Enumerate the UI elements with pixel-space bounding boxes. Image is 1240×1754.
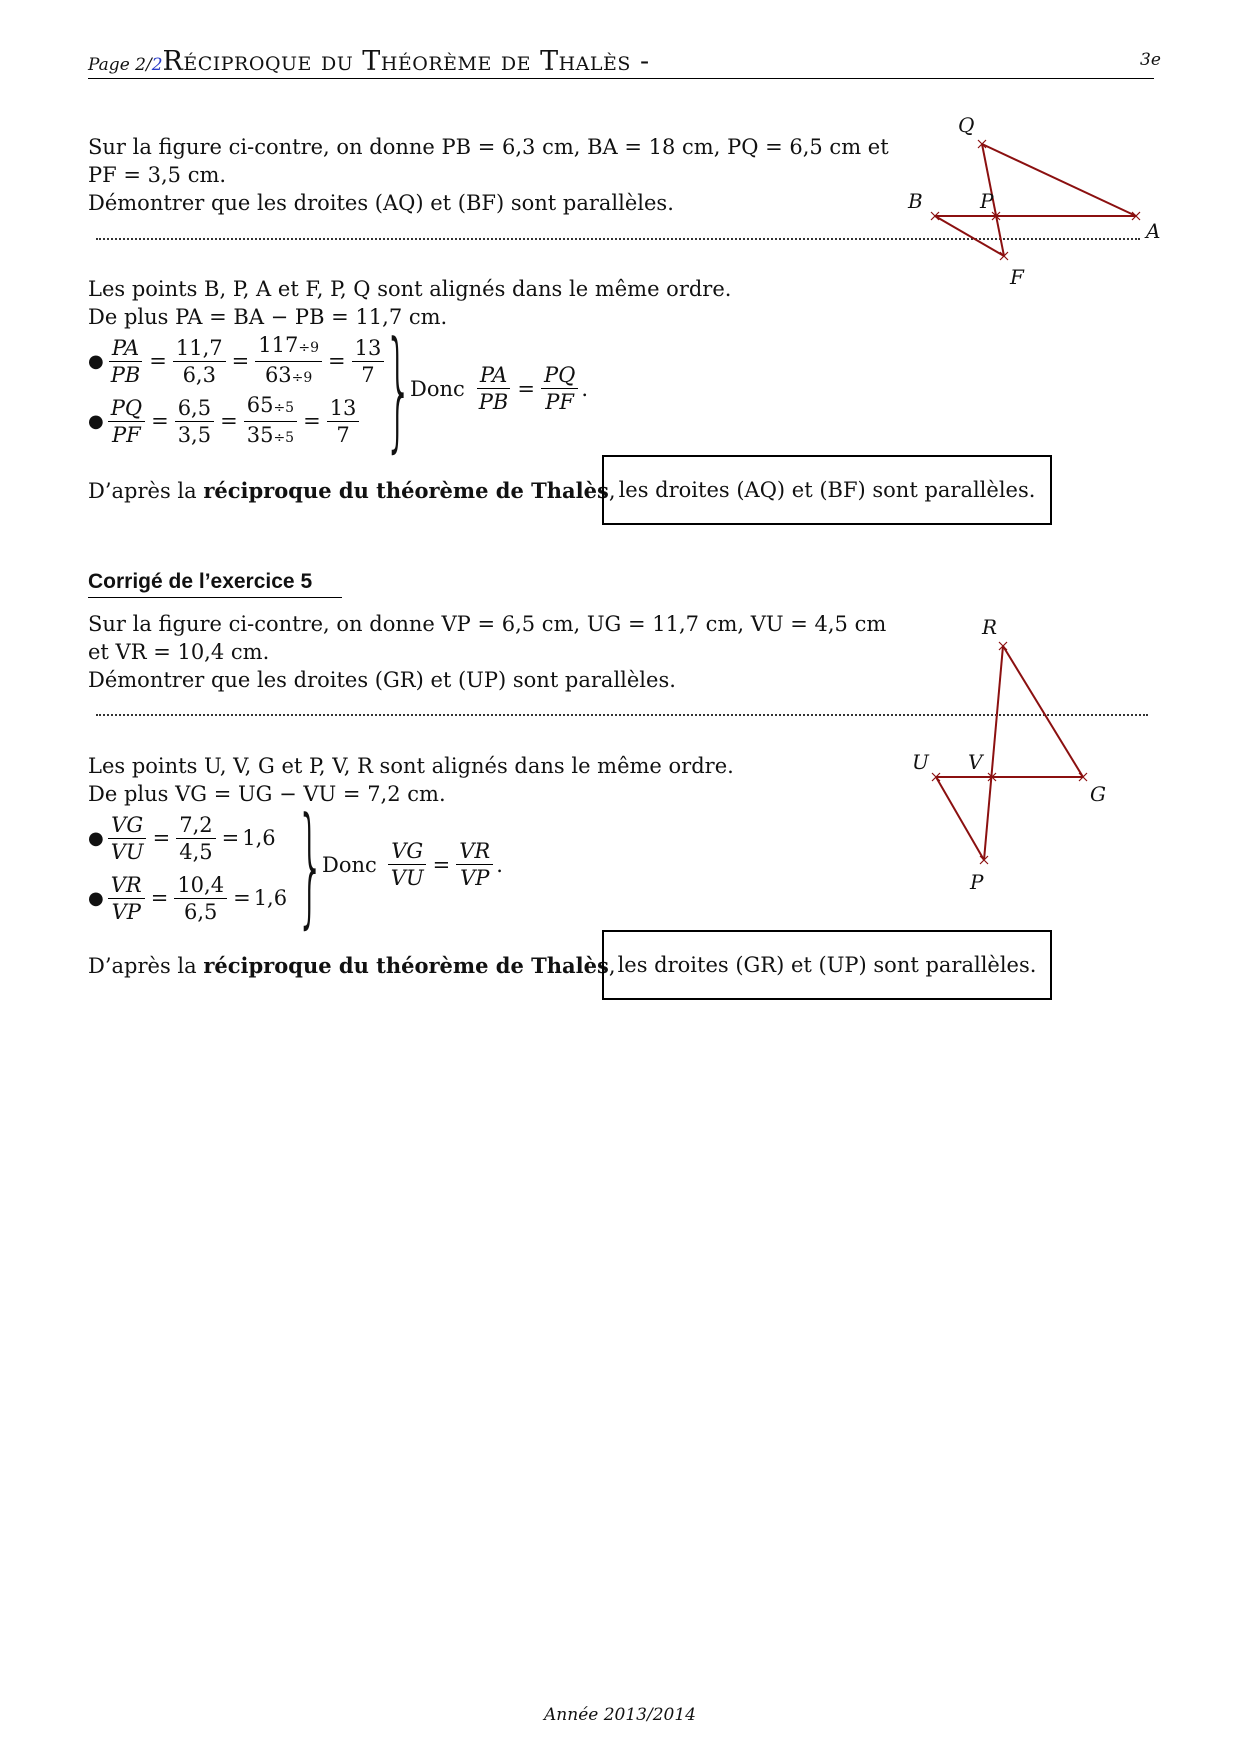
page-label: Page 2/ — [88, 55, 152, 75]
ex4-conclusion-box: les droites (AQ) et (BF) sont parallèles. — [602, 455, 1052, 525]
ex5-statement-1: Sur la figure ci-contre, on donne VP = 6,5 cm, UG = 11,7 cm, VU = 4,5 cm — [88, 612, 887, 636]
fraction: $\frac{65\div 5}{35\div 5}$ — [244, 392, 297, 451]
label-V: V — [968, 750, 983, 774]
label-R: R — [982, 615, 998, 639]
footer-year: Année 2013/2014 — [544, 1705, 696, 1725]
ex4-statement-3: Démontrer que les droites (AQ) et (BF) sont parallèles. — [88, 191, 674, 215]
ex5-aligned-text: Les points U, V, G et P, V, R sont alignés dans le même ordre. — [88, 754, 734, 778]
label-P: P — [970, 870, 984, 894]
label-Q: Q — [958, 113, 975, 137]
page-title: Réciproque du Théorème de Thalès - — [162, 46, 650, 77]
ex4-ratio-row-2: ● $\frac{PQ}{PF}$ = $\frac{6,5}{3,5}$ = $\frac{65\div 5}{35\div 5}$ = $\frac{13}{7}$ — [88, 391, 387, 451]
fraction: $\frac{11,7}{6,3}$ — [173, 335, 226, 388]
header-rule — [88, 78, 1154, 79]
grade-label: 3e — [1140, 50, 1161, 70]
label-B: B — [908, 189, 923, 213]
ex4-conclusion: D’après la réciproque du théorème de Thalès, — [88, 478, 616, 503]
fraction: $\frac{6,5}{3,5}$ — [175, 395, 214, 448]
ex5-conclusion-box: les droites (GR) et (UP) sont parallèles. — [602, 930, 1052, 1000]
ex4-brace: } — [384, 313, 413, 465]
ex5-statement-3: Démontrer que les droites (GR) et (UP) sont parallèles. — [88, 668, 676, 692]
label-G: G — [1090, 782, 1106, 806]
page-header — [88, 46, 650, 77]
fraction: $\frac{13}{7}$ — [352, 335, 385, 388]
ex4-ratios — [88, 331, 387, 451]
ex5-title-rule — [88, 597, 342, 598]
ex4-statement-1: Sur la figure ci-contre, on donne PB = 6,3 cm, BA = 18 cm, PQ = 6,5 cm et — [88, 135, 889, 159]
ex5-statement-2: et VR = 10,4 cm. — [88, 640, 270, 664]
ex5-ratio-row-1: ● $\frac{VG}{VU}$ = $\frac{7,2}{4,5}$ = 1,6 — [88, 812, 276, 864]
ex4-statement-2: PF = 3,5 cm. — [88, 163, 227, 187]
ex5-figure — [900, 612, 1140, 902]
fraction: $\frac{13}{7}$ — [327, 395, 360, 448]
fraction: $\frac{PQ}{PF}$ — [108, 395, 145, 448]
line-QA — [982, 144, 1136, 216]
ex5-donc: Donc $\frac{VG}{VU}$ = $\frac{VR}{VP}$ . — [322, 839, 503, 890]
ex4-plus-text: De plus PA = BA − PB = 11,7 cm. — [88, 305, 448, 329]
fraction: $\frac{10,4}{6,5}$ — [174, 872, 227, 925]
label-F: F — [1010, 265, 1024, 289]
ex4-aligned-text: Les points B, P, A et F, P, Q sont alignés dans le même ordre. — [88, 277, 732, 301]
line-BF — [935, 216, 1004, 256]
label-A: A — [1146, 219, 1161, 243]
ex5-brace: } — [296, 789, 325, 941]
line-RG — [1003, 646, 1083, 777]
fraction: $\frac{VR}{VP}$ — [108, 872, 145, 925]
ex5-ratio-row-2: ● $\frac{VR}{VP}$ = $\frac{10,4}{6,5}$ = 1,6 — [88, 872, 288, 924]
line-RP — [984, 646, 1003, 860]
line-UP — [936, 777, 984, 860]
ex5-title: Corrigé de l’exercice 5 — [88, 570, 313, 593]
page-total-link[interactable]: 2 — [151, 55, 163, 75]
fraction: $\frac{117\div 9}{63\div 9}$ — [255, 332, 322, 391]
ex5-conclusion: D’après la réciproque du théorème de Thalès, — [88, 953, 616, 978]
label-P: P — [980, 189, 994, 213]
ex4-donc: Donc $\frac{PA}{PB}$ = $\frac{PQ}{PF}$ . — [410, 363, 588, 414]
label-U: U — [912, 750, 929, 774]
ex5-plus-text: De plus VG = UG − VU = 7,2 cm. — [88, 782, 446, 806]
fraction: $\frac{PA}{PB}$ — [110, 335, 141, 387]
ex4-figure — [890, 110, 1180, 300]
fraction: $\frac{7,2}{4,5}$ — [176, 812, 215, 865]
fraction: $\frac{VG}{VU}$ — [108, 812, 147, 865]
ex4-ratio-row-1: ● $\frac{PA}{PB}$ = $\frac{11,7}{6,3}$ = $\frac{117\div 9}{63\div 9}$ = $\frac{13}{7}$ — [88, 331, 387, 391]
ex5-ratios — [88, 808, 287, 928]
